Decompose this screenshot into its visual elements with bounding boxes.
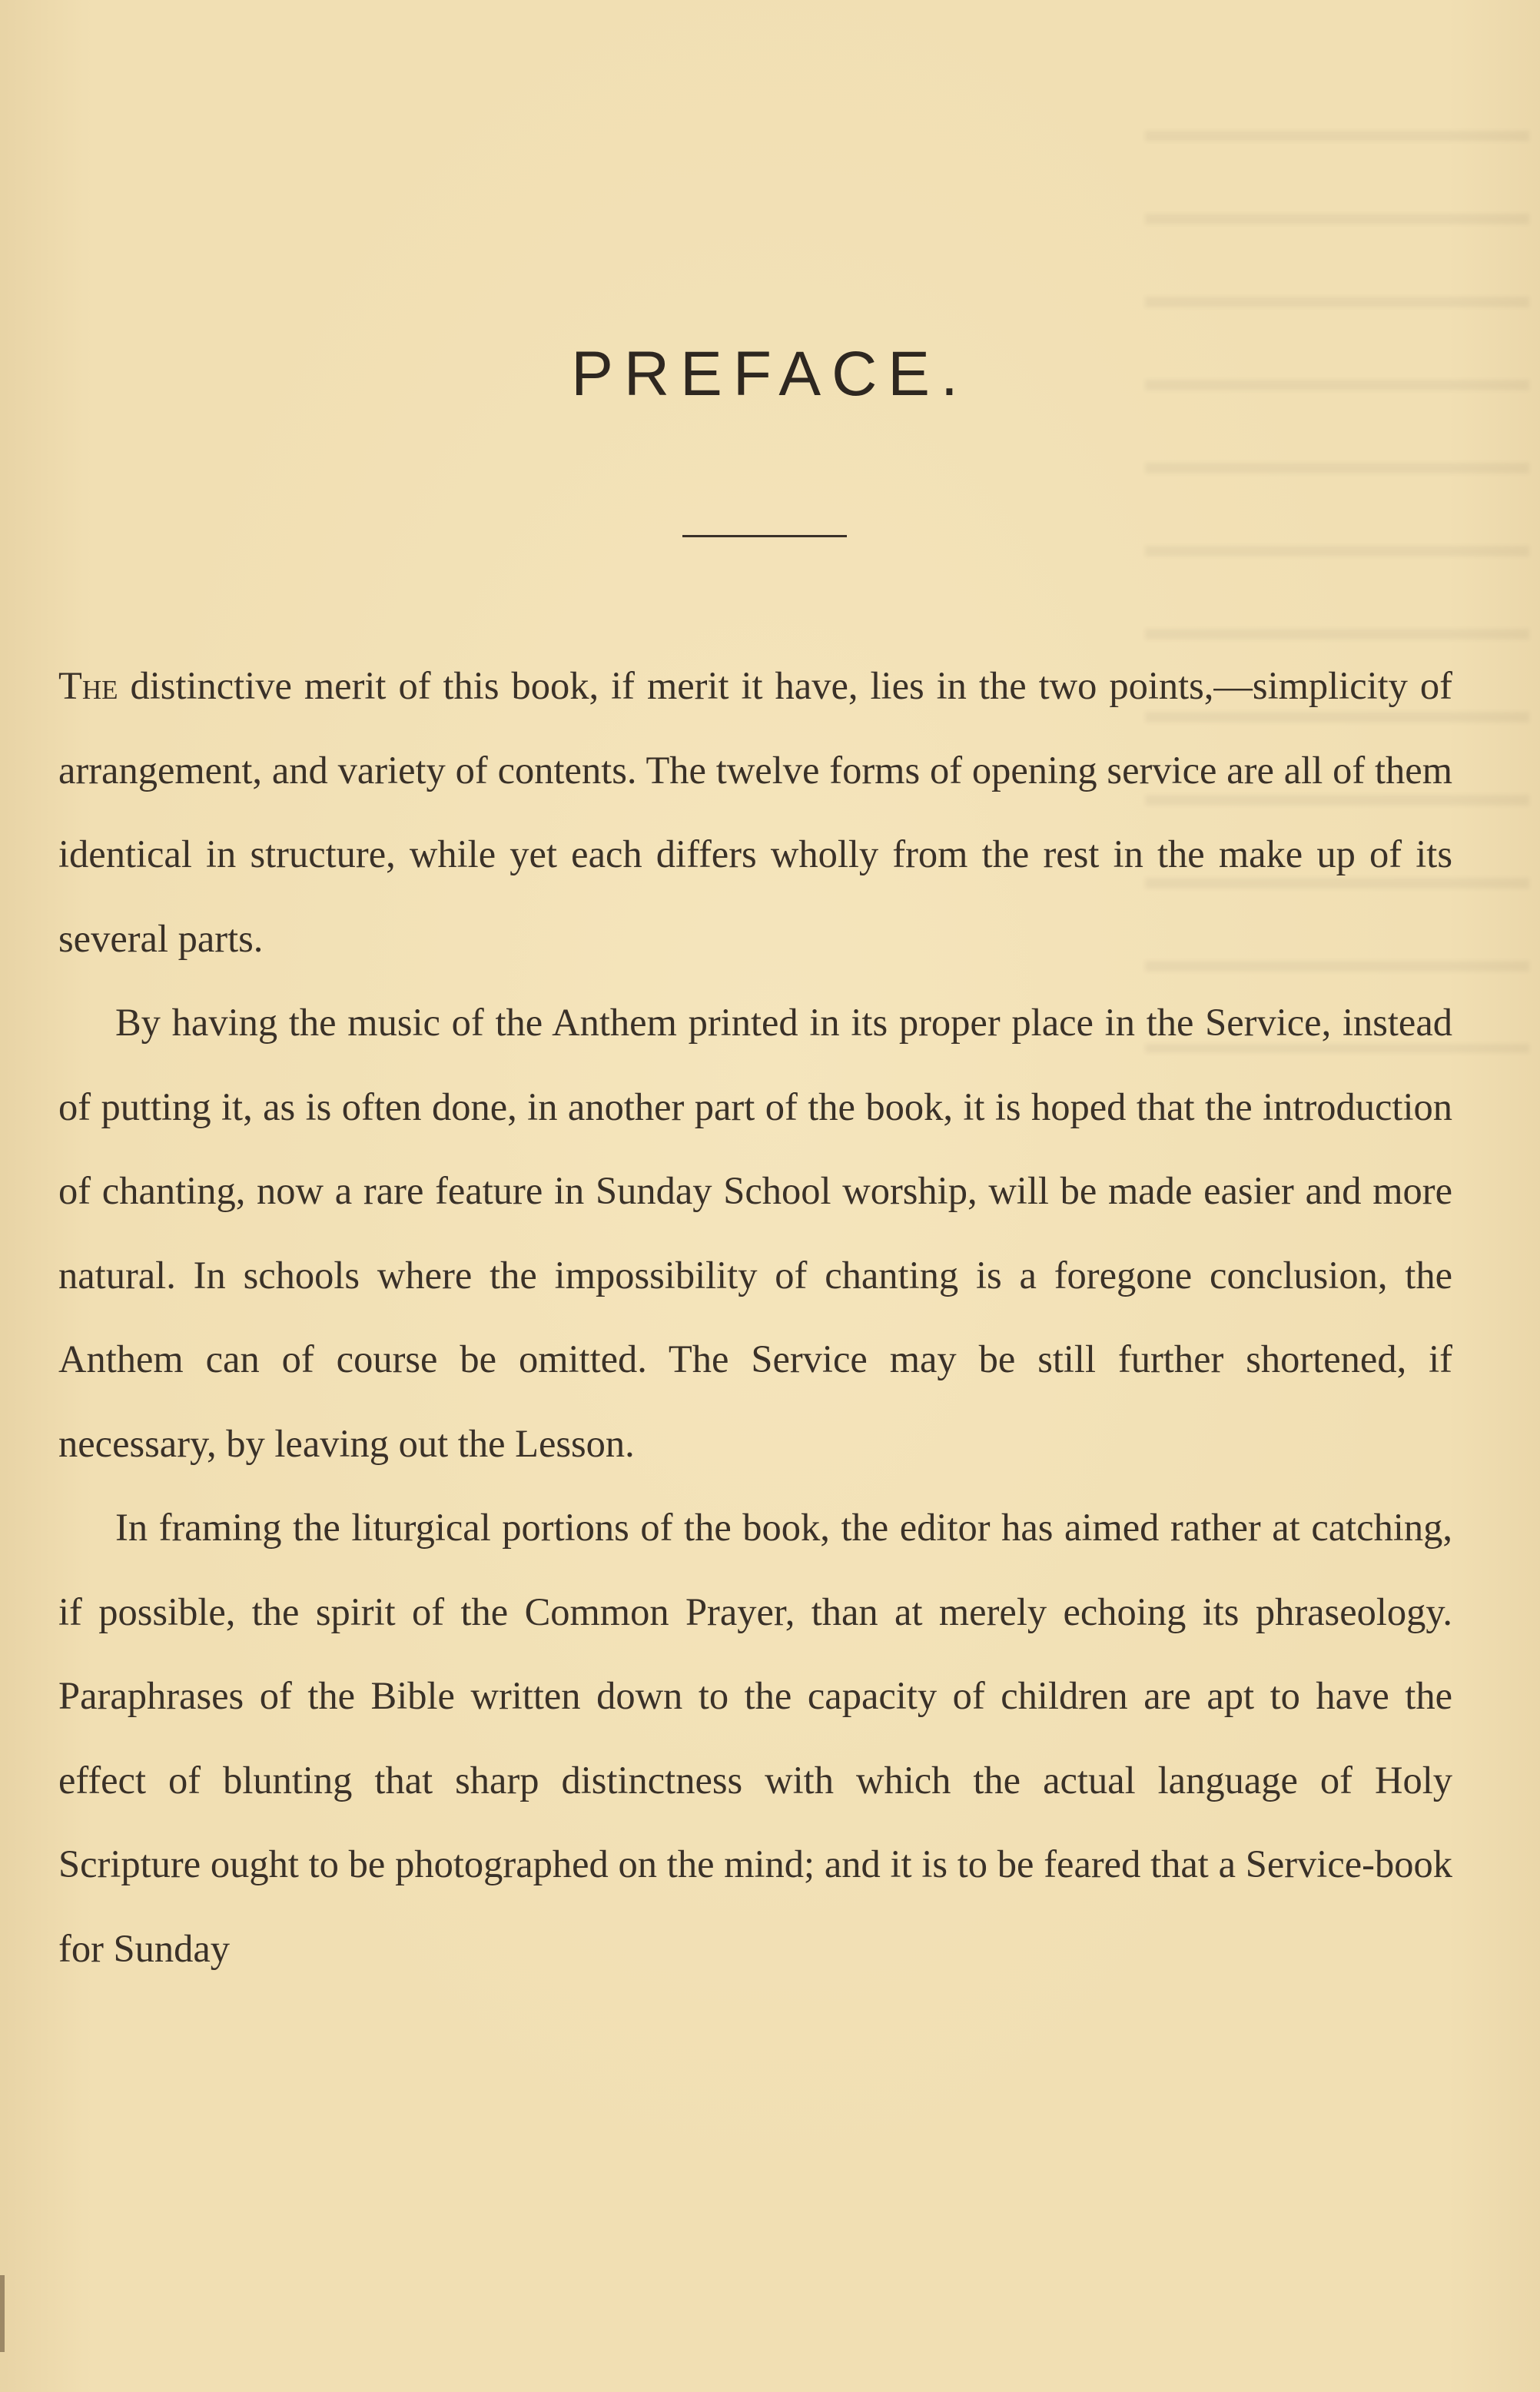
paragraph-1-text: distinctive merit of this book, if merit it have, lies in the two points,—simplicity of arrangement, and variety of contents. The twelve forms of opening service are all of them identical in structure, while yet each differs wholly from the rest in the make up of its several parts.	[58, 664, 1452, 960]
paragraph-2: By having the music of the Anthem printed in its proper place in the Service, instead of putting it, as is often done, in another part of the book, it is hoped that the introduction of chanting, now a rare feature in Sunday School worship, will be made easier and more natural. In schools where the impossibility of chanting is a foregone conclusion, the Anthem can of course be omitted. The Service may be still further shortened, if necessary, by leaving out the Lesson.	[58, 1001, 1452, 1465]
title-rule	[682, 535, 847, 537]
paragraph-1-lead: The	[58, 664, 118, 707]
binding-edge	[0, 2275, 5, 2352]
page-title: PREFACE.	[571, 339, 969, 409]
paragraph-1	[58, 644, 1452, 981]
paragraph-3: In framing the liturgical portions of the book, the editor has aimed rather at catching, if possible, the spirit of the Common Prayer, than at merely echoing its phraseology. Paraphrases of the Bible written down to the capacity of children are apt to have the effect of blunting that sharp distinctness with which the actual language of Holy Scripture ought to be photographed on the mind; and it is to be feared that a Service-book for Sunday	[58, 1506, 1452, 1970]
body-text	[58, 644, 1452, 1991]
